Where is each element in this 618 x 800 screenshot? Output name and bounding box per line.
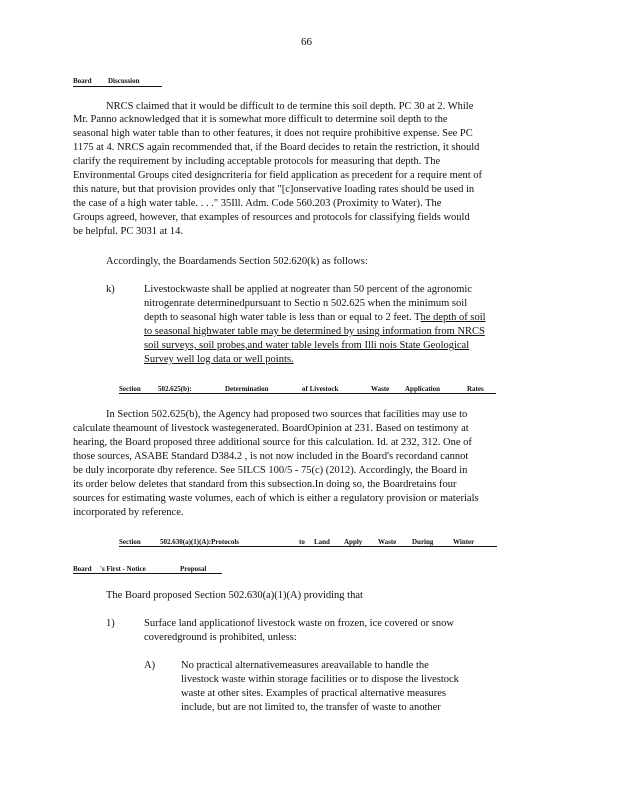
- para1-line: Environmental Groups cited designcriteria for field application as precedent for a require ment of: [73, 170, 483, 181]
- proposed-line: The Board proposed Section 502.630(a)(1)(A) providing that: [106, 590, 363, 601]
- para2-line: sources for estimating waste volumes, each of which is either a regulatory provision or materials: [73, 493, 479, 504]
- para2-line: hearing, the Board proposed three additional source for this calculation. Id. at 232, 312. One of: [73, 437, 472, 448]
- para2-line: In Section 502.625(b), the Agency had proposed two sources that facilities may use to: [106, 409, 468, 420]
- section-630-header-part: During: [412, 538, 434, 546]
- item-a-line: include, but are not limited to, the transfer of waste to another: [181, 702, 441, 713]
- item-a-line: waste at other sites. Examples of practical alternative measures: [181, 688, 447, 699]
- item-k-label: k): [106, 284, 115, 295]
- section-625-underline: [119, 393, 496, 394]
- section-630-header-part: 502.630(a)(1)(A):Protocols: [160, 538, 239, 546]
- page-number: 66: [301, 36, 312, 48]
- item-a-line: No practical alternativemeasures areavailable to handle the: [181, 660, 429, 671]
- para1-line: 1175 at 4. NRCS again recommended that, if the Board decides to retain the restriction, it should: [73, 142, 480, 153]
- para2-line: its order below deletes that standard from this subsection.In doing so, the Boardretains four: [73, 479, 457, 490]
- item-1-line: coveredground is prohibited, unless:: [144, 632, 297, 643]
- board-discussion-heading-left: Board: [73, 77, 92, 85]
- item-k-line: nitrogenrate determinedpursuant to Sectio n 502.625 when the minimum soil: [144, 298, 468, 309]
- para1-line: be helpful. PC 3031 at 14.: [73, 226, 183, 237]
- para1-line: the case of a high water table. . . ." 35Ill. Adm. Code 560.203 (Proximity to Water). The: [73, 198, 442, 209]
- para1-line: Groups agreed, however, that examples of resources and protocols for classifying fields would: [73, 212, 470, 223]
- section-630-header-part: Winter: [453, 538, 475, 546]
- para2-line: those sources, ASABE Standard D384.2 , is not now included in the Board's recordand cannot: [73, 451, 469, 462]
- para2-line: calculate theamount of livestock wastegenerated. BoardOpinion at 231. Based on testimony at: [73, 423, 469, 434]
- first-notice-heading-part: 's First - Notice: [100, 565, 146, 573]
- section-625-header-part: of Livestock: [302, 385, 339, 393]
- item-k-line3-underlined: he depth of soil: [420, 312, 486, 323]
- section-625-header-part: Section: [119, 385, 141, 393]
- first-notice-underline: [73, 573, 222, 574]
- para1-line: seasonal high water table than to other features, it does not require prohibitive expense. See PC: [73, 128, 473, 139]
- section-630-underline: [119, 546, 497, 547]
- item-a-line: livestock waste within storage facilities or to dispose the livestock: [181, 674, 459, 685]
- section-630-header-part: Waste: [378, 538, 397, 546]
- section-625-header-part: Determination: [225, 385, 269, 393]
- para2-line: be duly incorporate dby reference. See 5ILCS 100/5 - 75(c) (2012). Accordingly, the Board in: [73, 465, 468, 476]
- heading-underline: [73, 86, 162, 87]
- section-630-header-part: Apply: [344, 538, 363, 546]
- item-k-underlined-line: Survey well log data or well points.: [144, 354, 294, 365]
- board-discussion-heading-right: Discussion: [108, 77, 140, 85]
- accordingly-line: Accordingly, the Boardamends Section 502.620(k) as follows:: [106, 256, 368, 267]
- section-630-header-part: Land: [314, 538, 330, 546]
- item-k-line3-plain: depth to seasonal high water table is less than or equal to 2 feet. T: [144, 312, 421, 323]
- item-k-underlined-line: to seasonal highwater table may be determined by using information from NRCS: [144, 326, 485, 337]
- item-a-label: A): [144, 660, 156, 671]
- section-625-header-part: Waste: [371, 385, 390, 393]
- section-625-header-part: Application: [405, 385, 441, 393]
- para1-line: Mr. Panno acknowledged that it is somewhat more difficult to determine soil depth to the: [73, 114, 448, 125]
- item-k-line: [144, 311, 486, 324]
- item-k-underlined-line: soil surveys, soil probes,and water table levels from Illi nois State Geological: [144, 340, 470, 351]
- section-630-header-part: to: [299, 538, 305, 546]
- para1-line: this nature, but that provision provides only that "[c]onservative loading rates should be used in: [73, 184, 475, 195]
- para1-line: clarify the requirement by including acceptable protocols for measuring that depth. The: [73, 156, 441, 167]
- para2-line: incorporated by reference.: [73, 507, 184, 518]
- first-notice-heading-part: Board: [73, 565, 92, 573]
- section-630-header-part: Section: [119, 538, 141, 546]
- item-1-label: 1): [106, 618, 115, 629]
- first-notice-heading-part: Proposal: [180, 565, 207, 573]
- para1-line: NRCS claimed that it would be difficult to de termine this soil depth. PC 30 at 2. While: [106, 101, 474, 112]
- section-625-header-part: 502.625(b):: [158, 385, 192, 393]
- item-k-line: Livestockwaste shall be applied at nogreater than 50 percent of the agronomic: [144, 284, 473, 295]
- section-625-header-part: Rates: [467, 385, 484, 393]
- item-1-line: Surface land applicationof livestock waste on frozen, ice covered or snow: [144, 618, 454, 629]
